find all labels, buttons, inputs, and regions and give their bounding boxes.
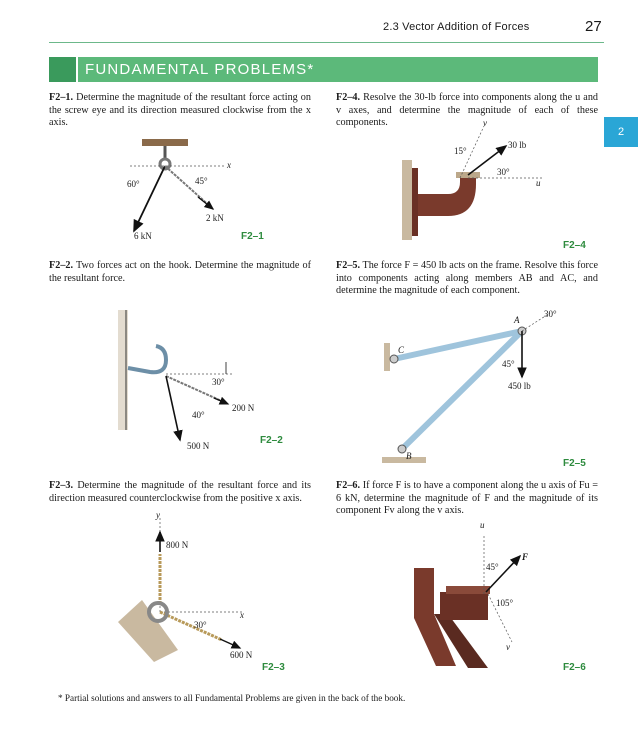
problem-text: Resolve the 30-lb force into components along the u and v axes, and determine the magnitude of each of these components. (336, 92, 599, 129)
figure-f2-4 (400, 118, 560, 248)
figure-label: F2–4 (563, 240, 586, 251)
force-label: 500 N (187, 441, 210, 451)
page-number: 27 (585, 18, 602, 35)
angle-label: 30° (544, 309, 557, 319)
figure-f2-5 (376, 305, 576, 465)
axis-label-y: y (156, 512, 160, 520)
footnote: * Partial solutions and answers to all Fundamental Problems are given in the back of the book. (58, 693, 406, 703)
problem-text: If force F is to have a component along the u axis of Fu = 6 kN, determine the magnitude of F and the magnitude of its component Fv along the v axis. (336, 480, 599, 517)
problem-id: F2–5. (336, 260, 361, 271)
force-label: 6 kN (134, 231, 152, 241)
point-label: A (514, 315, 520, 325)
angle-label: 45° (486, 562, 499, 572)
problem-id: F2–6. (336, 480, 361, 491)
chapter-tab: 2 (604, 117, 638, 147)
problem-text: Two forces act on the hook. Determine the magnitude of the resultant force. (49, 260, 311, 284)
problem-f2-3 (49, 480, 311, 505)
figure-f2-2 (118, 300, 278, 455)
angle-label: 60° (127, 179, 140, 189)
header-rule (49, 42, 604, 43)
problem-id: F2–2. (49, 260, 74, 271)
problem-f2-1 (49, 92, 311, 130)
force-label: 600 N (230, 650, 253, 660)
section-banner: FUNDAMENTAL PROBLEMS* (78, 57, 598, 82)
figure-label: F2–6 (563, 662, 586, 673)
figure-label: F2–2 (260, 435, 283, 446)
point-label: C (398, 345, 405, 355)
problem-text: Determine the magnitude of the resultant force and its direction measured counterclockwise from the positive x axis. (49, 480, 311, 504)
axis-label-u: u (536, 178, 541, 188)
problem-f2-2 (49, 260, 311, 285)
angle-label: 45° (195, 176, 208, 186)
figure-f2-6 (408, 518, 558, 668)
axis-label-v: v (483, 118, 487, 128)
problem-f2-6 (336, 480, 598, 518)
force-label: 800 N (166, 540, 189, 550)
force-label: 450 lb (508, 381, 531, 391)
axis-label-u: u (480, 520, 485, 530)
running-header-section: 2.3 Vector Addition of Forces (383, 21, 530, 33)
problem-id: F2–4. (336, 92, 361, 103)
wall (402, 160, 412, 240)
force-arrow (134, 166, 165, 231)
problem-id: F2–3. (49, 480, 74, 491)
figure-label: F2–3 (262, 662, 285, 673)
angle-label: 30° (212, 377, 225, 387)
angle-label: 45° (502, 359, 515, 369)
angle-label: 105° (496, 598, 514, 608)
figure-label: F2–5 (563, 458, 586, 469)
member-ab (402, 331, 522, 449)
bracket (440, 592, 488, 620)
problem-f2-5 (336, 260, 598, 298)
axis-label-x: x (240, 610, 244, 620)
angle-label: 30° (194, 620, 207, 630)
wall-support (384, 343, 390, 371)
force-arrow (166, 376, 180, 440)
angle-label: 40° (192, 410, 205, 420)
problem-text: Determine the magnitude of the resultant force acting on the screw eye and its direction measured clockwise from the x axis. (49, 92, 311, 129)
ground-support (382, 457, 426, 463)
axis-label-v: v (506, 642, 510, 652)
axis-label-x: x (227, 160, 231, 170)
banner-block (49, 57, 76, 82)
force-label: 30 lb (508, 140, 527, 150)
pipe-bracket (418, 176, 476, 216)
figure-label: F2–1 (241, 231, 264, 242)
problem-text: The force F = 450 lb acts on the frame. Resolve this force into components acting along members AB and AC, and determine the magnitude of each component. (336, 260, 598, 297)
rope (160, 612, 222, 640)
force-label: 200 N (232, 403, 255, 413)
hook (128, 346, 166, 372)
figure-f2-1 (110, 135, 250, 245)
problem-id: F2–1. (49, 92, 74, 103)
point-label: B (406, 451, 412, 461)
ceiling-block (142, 139, 188, 146)
angle-label: 30° (497, 167, 510, 177)
force-label: 2 kN (206, 213, 224, 223)
member-ac (394, 331, 522, 359)
figure-f2-3 (112, 512, 272, 664)
angle-label: 15° (454, 146, 467, 156)
force-label: F (522, 552, 529, 562)
